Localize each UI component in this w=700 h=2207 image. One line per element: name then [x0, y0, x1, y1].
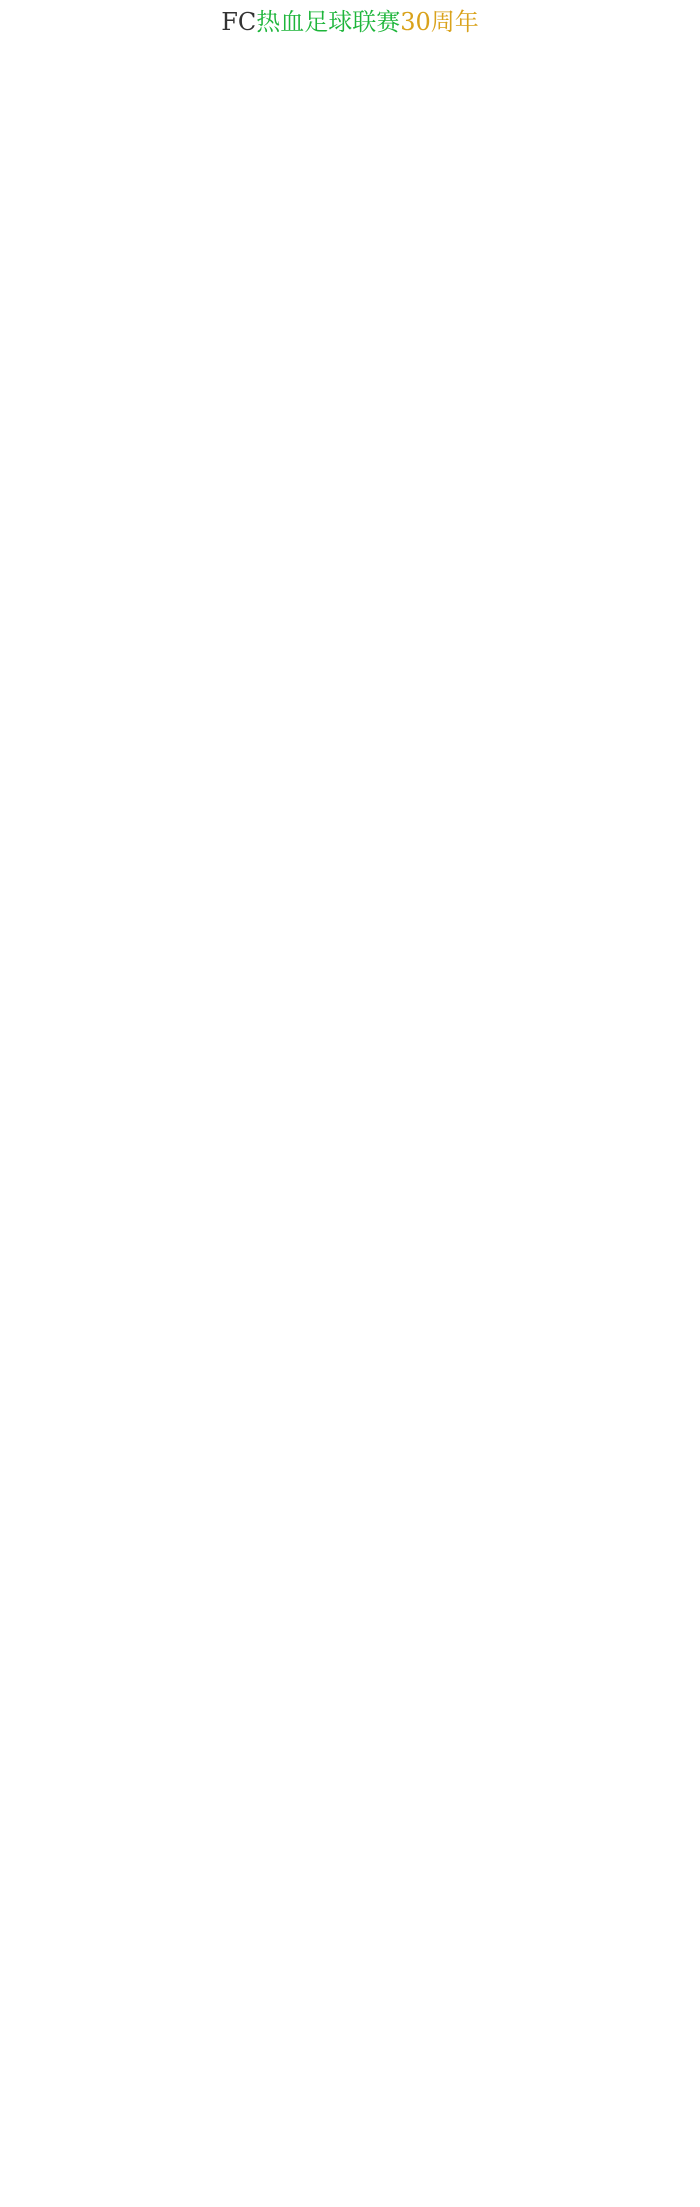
title-fc: FC [221, 8, 257, 36]
title-league: 热血足球联赛 [256, 8, 401, 36]
page-title [0, 0, 700, 44]
title-anniversary: 30周年 [400, 8, 479, 36]
